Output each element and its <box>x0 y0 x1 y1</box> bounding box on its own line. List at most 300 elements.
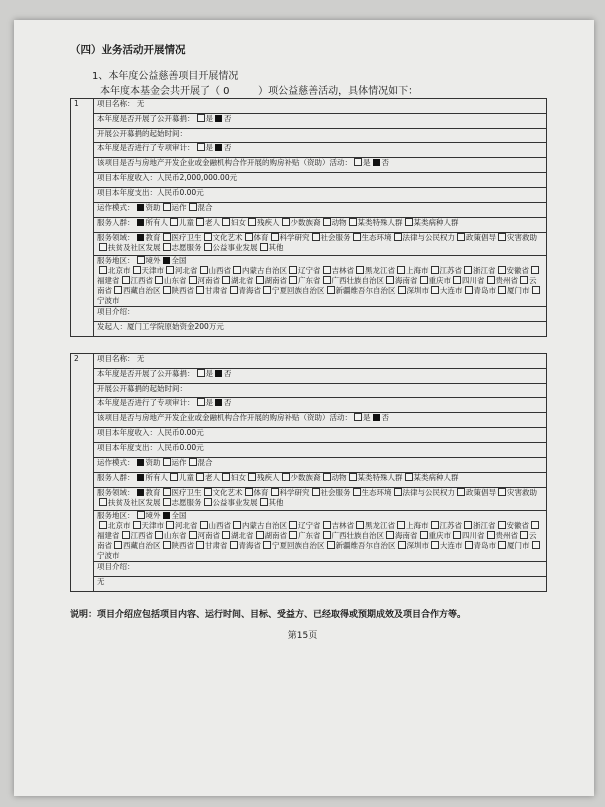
audit-yes-checkbox[interactable] <box>197 143 205 151</box>
option-label: 西藏自治区 <box>123 541 161 550</box>
option-checkbox[interactable] <box>397 266 405 274</box>
option-label: 甘肃省 <box>205 286 228 295</box>
option-checkbox[interactable] <box>166 521 174 529</box>
option-label: 社会服务 <box>320 488 351 497</box>
public-raise-yes-checkbox[interactable] <box>197 369 205 377</box>
option-checkbox[interactable] <box>282 218 290 226</box>
option-checkbox[interactable] <box>271 488 279 496</box>
option-label: 某类病种人群 <box>413 218 459 227</box>
note-text: 说明：项目介绍应包括项目内容、运行时间、目标、受益方、已经取得或预期成效及项目合作方等。 <box>70 610 467 620</box>
option-checkbox[interactable] <box>498 488 506 496</box>
option-checkbox[interactable] <box>222 276 230 284</box>
option-label: 青海省 <box>238 541 261 550</box>
option-checkbox[interactable] <box>405 218 413 226</box>
option-label: 上海市 <box>406 521 429 530</box>
option-checkbox[interactable] <box>137 219 144 226</box>
option-label: 新疆维吾尔自治区 <box>335 541 396 550</box>
income-row: 项目本年度收入：人民币2,000,000.00元 <box>94 173 547 188</box>
option-label: 扶贫及社区发展 <box>108 498 161 507</box>
option-checkbox[interactable] <box>349 218 357 226</box>
option-label: 浙江省 <box>473 521 496 530</box>
option-checkbox[interactable] <box>465 541 473 549</box>
project-name-cell: 项目名称： 无 <box>94 99 547 114</box>
expense-value: 人民币0.00元 <box>157 443 204 452</box>
section-title: （四）业务活动开展情况 <box>70 44 186 56</box>
field-row: 服务领域： 教育 医疗卫生 文化艺术 体育 科学研究 社会服务 生态环境 法律与公民权力 政策倡导 灾害救助扶贫及社区发展 志愿服务 公益事业发展 其他 <box>94 233 547 256</box>
option-label: 厦门市 <box>507 541 530 550</box>
option-label: 体育 <box>253 233 269 242</box>
option-checkbox[interactable] <box>99 521 107 529</box>
option-checkbox[interactable] <box>532 286 540 294</box>
option-label: 湖北省 <box>231 531 254 540</box>
crowd-options <box>135 473 459 482</box>
expense-row: 项目本年度支出：人民币0.00元 <box>94 188 547 203</box>
option-checkbox[interactable] <box>431 521 439 529</box>
option-checkbox[interactable] <box>137 511 145 519</box>
option-checkbox[interactable] <box>323 531 331 539</box>
option-label: 医疗卫生 <box>171 233 202 242</box>
income-value: 人民币0.00元 <box>157 428 204 437</box>
option-checkbox[interactable] <box>222 531 230 539</box>
option-checkbox[interactable] <box>289 521 297 529</box>
option-checkbox[interactable] <box>122 531 130 539</box>
option-label: 全国 <box>171 256 187 265</box>
option-label: 少数族裔 <box>290 218 321 227</box>
option-checkbox[interactable] <box>222 218 230 226</box>
option-checkbox[interactable] <box>122 276 130 284</box>
option-label: 境外 <box>145 511 161 520</box>
option-checkbox[interactable] <box>398 541 406 549</box>
option-checkbox[interactable] <box>398 286 406 294</box>
option-label: 黑龙江省 <box>365 266 395 275</box>
option-checkbox[interactable] <box>327 541 335 549</box>
option-checkbox[interactable] <box>312 488 320 496</box>
option-label: 江西省 <box>130 276 153 285</box>
option-label: 社会服务 <box>320 233 351 242</box>
option-checkbox[interactable] <box>245 233 253 241</box>
option-checkbox[interactable] <box>487 276 495 284</box>
project-intro-text: 发起人：厦门工学院原始资金200万元 <box>94 322 547 337</box>
option-checkbox[interactable] <box>356 266 364 274</box>
option-label: 全国 <box>171 511 187 520</box>
option-label: 残疾人 <box>257 473 280 482</box>
public-raise-no-checkbox[interactable] <box>215 115 222 122</box>
intro-line-2: 本年度本基金会共开展了（ 0 ）项公益慈善活动，具体情况如下： <box>100 86 419 97</box>
option-label: 青岛市 <box>473 286 496 295</box>
mode-fund-checkbox[interactable] <box>137 459 144 466</box>
option-label: 宁波市 <box>97 296 120 305</box>
option-checkbox[interactable] <box>163 257 170 264</box>
option-checkbox[interactable] <box>289 276 297 284</box>
option-label: 河北省 <box>175 266 198 275</box>
option-checkbox[interactable] <box>289 266 297 274</box>
option-checkbox[interactable] <box>498 233 506 241</box>
raise-period-row: 开展公开募捐的起始时间： <box>94 129 547 143</box>
option-checkbox[interactable] <box>431 286 439 294</box>
region-row: 服务地区： 境外 全国 北京市 天津市 河北省 山西省 内蒙古自治区 辽宁省 吉林省 黑龙江省 上海市 江苏省 浙江省 安徽省福建省 江西省 山东省 河南省 湖北省 湖南省 广东省 广西壮族自治区 海南省 重庆市 四川省 贵州省 云南省 西藏自治区 陕西省 甘肃省 青海省 宁夏回族自治区 新疆维吾尔自治区 深圳市 大连市 青岛市 厦门市宁波市 <box>94 511 547 562</box>
option-label: 四川省 <box>462 276 485 285</box>
option-label: 北京市 <box>108 521 131 530</box>
option-label: 天津市 <box>141 266 164 275</box>
option-checkbox[interactable] <box>163 488 171 496</box>
option-label: 深圳市 <box>406 286 429 295</box>
option-label: 贵州省 <box>495 276 518 285</box>
option-label: 江苏省 <box>439 521 462 530</box>
option-checkbox[interactable] <box>323 266 331 274</box>
option-checkbox[interactable] <box>137 474 144 481</box>
raise-period-row: 开展公开募捐的起始时间： <box>94 384 547 398</box>
option-label: 灾害救助 <box>507 233 537 242</box>
option-checkbox[interactable] <box>263 541 271 549</box>
option-label: 宁夏回族自治区 <box>272 286 325 295</box>
option-label: 山西省 <box>208 266 231 275</box>
option-label: 文化艺术 <box>212 233 243 242</box>
option-checkbox[interactable] <box>248 473 256 481</box>
option-checkbox[interactable] <box>99 243 107 251</box>
option-checkbox[interactable] <box>163 233 171 241</box>
option-label: 其他 <box>268 243 284 252</box>
option-label: 北京市 <box>108 266 131 275</box>
option-label: 所有人 <box>145 473 168 482</box>
mode-mixed-checkbox[interactable] <box>189 203 197 211</box>
project-name-value: 无 <box>136 354 145 363</box>
option-label: 湖北省 <box>231 276 254 285</box>
crowd-options <box>135 218 459 227</box>
option-checkbox[interactable] <box>397 521 405 529</box>
option-checkbox[interactable] <box>163 243 171 251</box>
option-label: 儿童 <box>179 218 194 227</box>
option-checkbox[interactable] <box>457 488 465 496</box>
option-checkbox[interactable] <box>133 521 141 529</box>
option-label: 大连市 <box>440 286 463 295</box>
option-checkbox[interactable] <box>204 233 212 241</box>
mode-mixed-checkbox[interactable] <box>189 458 197 466</box>
option-label: 重庆市 <box>428 531 451 540</box>
option-checkbox[interactable] <box>323 521 331 529</box>
income-value: 人民币2,000,000.00元 <box>157 173 238 182</box>
option-checkbox[interactable] <box>323 276 331 284</box>
income-row: 项目本年度收入：人民币0.00元 <box>94 428 547 443</box>
expense-value: 人民币0.00元 <box>157 188 204 197</box>
option-checkbox[interactable] <box>137 234 144 241</box>
page-number: 第15页 <box>287 631 318 641</box>
crowd-row: 服务人群： 所有人 儿童 老人 妇女 残疾人 少数族裔 动物 某类特殊人群 某类病种人群 <box>94 218 547 233</box>
option-checkbox[interactable] <box>457 233 465 241</box>
realestate-no-checkbox[interactable] <box>373 414 380 421</box>
option-checkbox[interactable] <box>245 488 253 496</box>
option-label: 新疆维吾尔自治区 <box>335 286 396 295</box>
mode-operate-checkbox[interactable] <box>163 458 171 466</box>
option-checkbox[interactable] <box>163 498 171 506</box>
option-label: 海南省 <box>395 276 418 285</box>
field-row: 服务领域： 教育 医疗卫生 文化艺术 体育 科学研究 社会服务 生态环境 法律与公民权力 政策倡导 灾害救助扶贫及社区发展 志愿服务 公益事业发展 其他 <box>94 488 547 511</box>
option-checkbox[interactable] <box>230 541 238 549</box>
option-checkbox[interactable] <box>99 266 107 274</box>
option-checkbox[interactable] <box>353 488 361 496</box>
option-checkbox[interactable] <box>386 276 394 284</box>
audit-row: 本年度是否进行了专项审计： 是 否 <box>94 398 547 413</box>
option-checkbox[interactable] <box>464 266 472 274</box>
option-checkbox[interactable] <box>260 498 268 506</box>
option-label: 科学研究 <box>279 233 310 242</box>
realestate-yes-checkbox[interactable] <box>354 158 362 166</box>
option-label: 上海市 <box>406 266 429 275</box>
option-checkbox[interactable] <box>256 276 264 284</box>
option-label: 青岛市 <box>473 541 496 550</box>
option-label: 江西省 <box>130 531 153 540</box>
option-label: 厦门市 <box>507 286 530 295</box>
option-label: 黑龙江省 <box>365 521 395 530</box>
option-label: 动物 <box>331 218 347 227</box>
option-label: 云南省 <box>97 531 537 550</box>
option-label: 江苏省 <box>439 266 462 275</box>
option-label: 政策倡导 <box>466 233 496 242</box>
option-label: 陕西省 <box>171 286 194 295</box>
option-label: 灾害救助 <box>507 488 537 497</box>
public-raise-row: 本年度是否开展了公开募捐： 是 否 <box>94 114 547 129</box>
option-checkbox[interactable] <box>233 266 241 274</box>
option-checkbox[interactable] <box>464 521 472 529</box>
option-checkbox[interactable] <box>204 498 212 506</box>
option-checkbox[interactable] <box>248 218 256 226</box>
option-label: 公益事业发展 <box>212 243 258 252</box>
option-checkbox[interactable] <box>170 473 178 481</box>
option-label: 医疗卫生 <box>171 488 202 497</box>
public-raise-row: 本年度是否开展了公开募捐： 是 否 <box>94 369 547 384</box>
option-label: 贵州省 <box>495 531 518 540</box>
audit-no-checkbox[interactable] <box>215 144 222 151</box>
crowd-row: 服务人群： 所有人 儿童 老人 妇女 残疾人 少数族裔 动物 某类特殊人群 某类病种人群 <box>94 473 547 488</box>
option-checkbox[interactable] <box>196 541 204 549</box>
option-label: 山西省 <box>208 521 231 530</box>
realestate-no-checkbox[interactable] <box>373 159 380 166</box>
option-checkbox[interactable] <box>170 218 178 226</box>
option-checkbox[interactable] <box>420 276 428 284</box>
option-label: 生态环境 <box>361 233 392 242</box>
option-checkbox[interactable] <box>498 286 506 294</box>
option-label: 天津市 <box>141 521 164 530</box>
option-label: 少数族裔 <box>290 473 321 482</box>
option-label: 某类病种人群 <box>413 473 459 482</box>
option-label: 安徽省 <box>506 521 529 530</box>
option-label: 广东省 <box>298 276 321 285</box>
option-label: 老人 <box>205 473 220 482</box>
option-checkbox[interactable] <box>163 512 170 519</box>
option-checkbox[interactable] <box>166 266 174 274</box>
option-checkbox[interactable] <box>260 243 268 251</box>
option-checkbox[interactable] <box>431 541 439 549</box>
option-label: 所有人 <box>145 218 168 227</box>
project-intro-text: 无 <box>94 577 547 592</box>
option-label: 湖南省 <box>264 531 287 540</box>
region-options <box>97 511 541 560</box>
option-checkbox[interactable] <box>420 531 428 539</box>
option-label: 福建省 <box>97 531 120 540</box>
option-checkbox[interactable] <box>520 276 528 284</box>
option-checkbox[interactable] <box>114 286 122 294</box>
option-checkbox[interactable] <box>312 233 320 241</box>
option-checkbox[interactable] <box>453 531 461 539</box>
realestate-row: 该项目是否与房地产开发企业或金融机构合作开展的购房补贴（资助）活动： 是 否 <box>94 158 547 173</box>
option-label: 重庆市 <box>428 276 451 285</box>
option-label: 境外 <box>145 256 161 265</box>
option-label: 老人 <box>205 218 220 227</box>
option-checkbox[interactable] <box>323 218 331 226</box>
option-checkbox[interactable] <box>394 233 402 241</box>
realestate-yes-checkbox[interactable] <box>354 413 362 421</box>
option-checkbox[interactable] <box>531 521 539 529</box>
option-label: 广东省 <box>298 531 321 540</box>
option-checkbox[interactable] <box>196 286 204 294</box>
option-checkbox[interactable] <box>114 541 122 549</box>
option-label: 妇女 <box>231 218 246 227</box>
region-options <box>97 256 541 305</box>
realestate-row: 该项目是否与房地产开发企业或金融机构合作开展的购房补贴（资助）活动： 是 否 <box>94 413 547 428</box>
option-label: 陕西省 <box>171 541 194 550</box>
option-checkbox[interactable] <box>356 521 364 529</box>
project-intro-label: 项目介绍： <box>94 307 547 322</box>
option-label: 体育 <box>253 488 269 497</box>
option-label: 吉林省 <box>331 266 354 275</box>
option-label: 扶贫及社区发展 <box>108 243 161 252</box>
public-raise-yes-checkbox[interactable] <box>197 114 205 122</box>
audit-row: 本年度是否进行了专项审计： 是 否 <box>94 143 547 158</box>
intro-line-1: 1、本年度公益慈善项目开展情况 <box>92 71 239 82</box>
option-label: 志愿服务 <box>171 498 202 507</box>
option-checkbox[interactable] <box>532 541 540 549</box>
option-label: 云南省 <box>97 276 537 295</box>
project-table-1 <box>70 98 547 337</box>
option-checkbox[interactable] <box>133 266 141 274</box>
option-label: 河南省 <box>197 531 220 540</box>
option-checkbox[interactable] <box>323 473 331 481</box>
project-index: 2 <box>71 354 94 592</box>
project-table-2 <box>70 353 547 592</box>
option-label: 生态环境 <box>361 488 392 497</box>
option-checkbox[interactable] <box>282 473 290 481</box>
mode-row: 运作模式： 资助 运作 混合 <box>94 203 547 218</box>
option-label: 内蒙古自治区 <box>242 266 287 275</box>
option-checkbox[interactable] <box>204 488 212 496</box>
option-checkbox[interactable] <box>189 531 197 539</box>
option-checkbox[interactable] <box>200 266 208 274</box>
option-checkbox[interactable] <box>531 266 539 274</box>
option-label: 海南省 <box>395 531 418 540</box>
project-intro-label: 项目介绍： <box>94 562 547 577</box>
option-label: 其他 <box>268 498 284 507</box>
field-options <box>97 233 537 252</box>
option-checkbox[interactable] <box>498 266 506 274</box>
option-label: 法律与公民权力 <box>402 488 455 497</box>
audit-no-checkbox[interactable] <box>215 399 222 406</box>
option-label: 山东省 <box>164 276 187 285</box>
field-options <box>97 488 537 507</box>
option-checkbox[interactable] <box>289 531 297 539</box>
option-label: 大连市 <box>440 541 463 550</box>
option-label: 吉林省 <box>331 521 354 530</box>
option-checkbox[interactable] <box>230 286 238 294</box>
option-checkbox[interactable] <box>99 498 107 506</box>
option-checkbox[interactable] <box>453 276 461 284</box>
public-raise-no-checkbox[interactable] <box>215 370 222 377</box>
option-label: 西藏自治区 <box>123 286 161 295</box>
mode-row: 运作模式： 资助 运作 混合 <box>94 458 547 473</box>
mode-operate-checkbox[interactable] <box>163 203 171 211</box>
option-checkbox[interactable] <box>204 243 212 251</box>
option-checkbox[interactable] <box>386 531 394 539</box>
option-label: 文化艺术 <box>212 488 243 497</box>
option-label: 河南省 <box>197 276 220 285</box>
option-checkbox[interactable] <box>196 473 204 481</box>
option-label: 动物 <box>331 473 347 482</box>
option-label: 教育 <box>145 488 161 497</box>
option-label: 科学研究 <box>279 488 310 497</box>
option-checkbox[interactable] <box>256 531 264 539</box>
option-checkbox[interactable] <box>137 256 145 264</box>
option-checkbox[interactable] <box>263 286 271 294</box>
option-checkbox[interactable] <box>155 531 163 539</box>
option-checkbox[interactable] <box>163 286 171 294</box>
option-checkbox[interactable] <box>137 489 144 496</box>
option-checkbox[interactable] <box>222 473 230 481</box>
option-label: 政策倡导 <box>466 488 496 497</box>
option-checkbox[interactable] <box>431 266 439 274</box>
option-label: 福建省 <box>97 276 120 285</box>
option-label: 某类特殊人群 <box>357 473 403 482</box>
option-checkbox[interactable] <box>498 541 506 549</box>
option-label: 宁夏回族自治区 <box>272 541 325 550</box>
option-label: 教育 <box>145 233 161 242</box>
option-checkbox[interactable] <box>271 233 279 241</box>
option-label: 某类特殊人群 <box>357 218 403 227</box>
option-checkbox[interactable] <box>189 276 197 284</box>
option-checkbox[interactable] <box>196 218 204 226</box>
project-name-value: 无 <box>136 99 145 108</box>
option-label: 内蒙古自治区 <box>242 521 287 530</box>
option-label: 湖南省 <box>264 276 287 285</box>
option-label: 甘肃省 <box>205 541 228 550</box>
option-label: 广西壮族自治区 <box>331 531 384 540</box>
option-label: 志愿服务 <box>171 243 202 252</box>
option-checkbox[interactable] <box>520 531 528 539</box>
option-checkbox[interactable] <box>327 286 335 294</box>
option-label: 安徽省 <box>506 266 529 275</box>
option-label: 辽宁省 <box>298 266 321 275</box>
option-checkbox[interactable] <box>487 531 495 539</box>
option-checkbox[interactable] <box>498 521 506 529</box>
option-label: 法律与公民权力 <box>402 233 455 242</box>
audit-yes-checkbox[interactable] <box>197 398 205 406</box>
option-label: 儿童 <box>179 473 194 482</box>
option-checkbox[interactable] <box>163 541 171 549</box>
option-checkbox[interactable] <box>353 233 361 241</box>
option-checkbox[interactable] <box>405 473 413 481</box>
option-label: 青海省 <box>238 286 261 295</box>
option-checkbox[interactable] <box>233 521 241 529</box>
project-name-cell: 项目名称： 无 <box>94 354 547 369</box>
option-checkbox[interactable] <box>394 488 402 496</box>
option-checkbox[interactable] <box>155 276 163 284</box>
option-label: 妇女 <box>231 473 246 482</box>
mode-fund-checkbox[interactable] <box>137 204 144 211</box>
option-checkbox[interactable] <box>349 473 357 481</box>
option-checkbox[interactable] <box>465 286 473 294</box>
option-label: 四川省 <box>462 531 485 540</box>
option-label: 残疾人 <box>257 218 280 227</box>
region-row: 服务地区： 境外 全国 北京市 天津市 河北省 山西省 内蒙古自治区 辽宁省 吉林省 黑龙江省 上海市 江苏省 浙江省 安徽省福建省 江西省 山东省 河南省 湖北省 湖南省 广东省 广西壮族自治区 海南省 重庆市 四川省 贵州省 云南省 西藏自治区 陕西省 甘肃省 青海省 宁夏回族自治区 新疆维吾尔自治区 深圳市 大连市 青岛市 厦门市宁波市 <box>94 256 547 307</box>
option-checkbox[interactable] <box>200 521 208 529</box>
option-label: 广西壮族自治区 <box>331 276 384 285</box>
